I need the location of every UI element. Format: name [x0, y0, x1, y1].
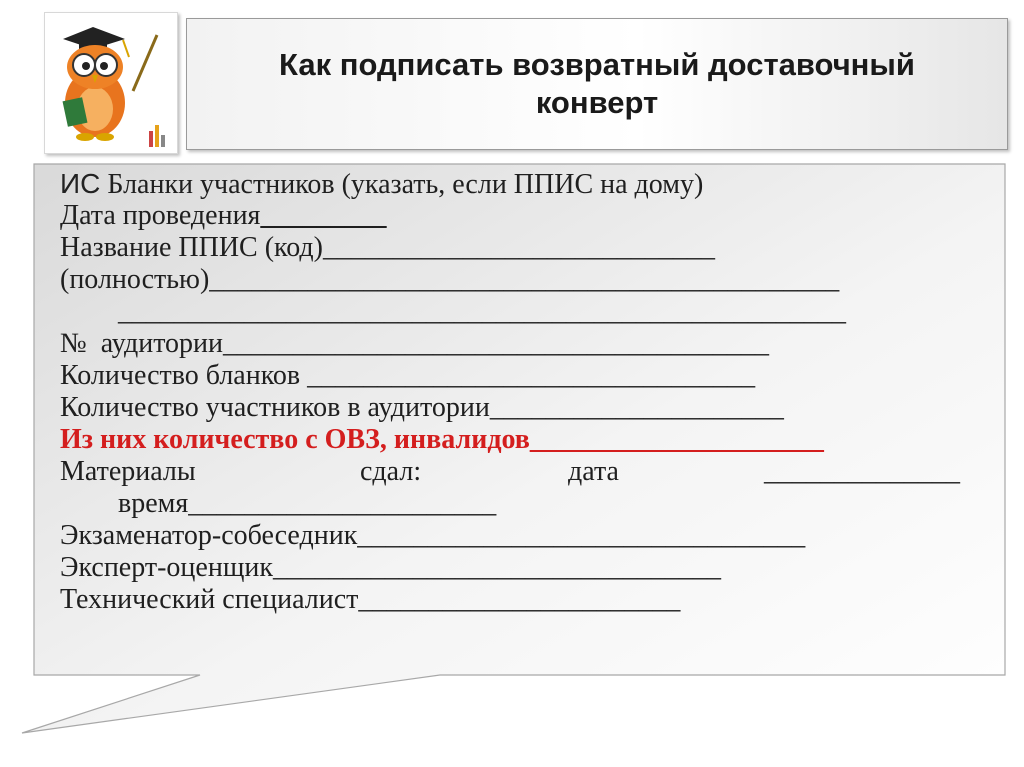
- participants-forms-text: Бланки участников (указать, если ППИС на дому): [100, 169, 704, 200]
- owl-logo: [44, 12, 178, 154]
- date-label-2: дата: [568, 456, 619, 487]
- form-row-date: [60, 200, 1000, 232]
- title-banner: [186, 18, 1008, 150]
- date-blank-2: ______________: [764, 456, 960, 487]
- handed-label: сдал:: [360, 456, 422, 487]
- envelope-form: [60, 168, 1000, 616]
- form-row-participants-count: Количество участников в аудитории_____________________: [60, 392, 784, 423]
- form-row-forms-count: Количество бланков ________________________________: [60, 360, 756, 391]
- owl-professor-icon: [45, 13, 177, 153]
- date-blank: _________: [260, 200, 387, 231]
- form-row-tech-specialist: Технический специалист_______________________: [60, 584, 681, 615]
- form-row-expert: Эксперт-оценщик________________________________: [60, 552, 721, 583]
- page-title: Как подписать возвратный доставочный конверт: [279, 47, 915, 120]
- form-row-ppis-full-continuation: ____________________________________________________: [118, 296, 846, 327]
- form-row-ppis-full: (полностью)_____________________________________________: [60, 264, 840, 295]
- date-label: Дата проведения: [60, 200, 261, 231]
- form-row-materials: [60, 456, 990, 488]
- materials-label: Материалы: [60, 456, 196, 487]
- ic-label: ИС: [60, 168, 101, 199]
- form-row-examiner: Экзаменатор-собеседник________________________________: [60, 520, 806, 551]
- form-row-disabled-count: Из них количество с ОВЗ, инвалидов_____________________: [60, 424, 824, 455]
- form-row-auditorium: № аудитории_______________________________________: [60, 328, 770, 359]
- form-row-time: время______________________: [118, 488, 497, 519]
- form-row-ppis-code: Название ППИС (код)____________________________: [60, 232, 715, 263]
- form-row-participants: [60, 168, 1000, 200]
